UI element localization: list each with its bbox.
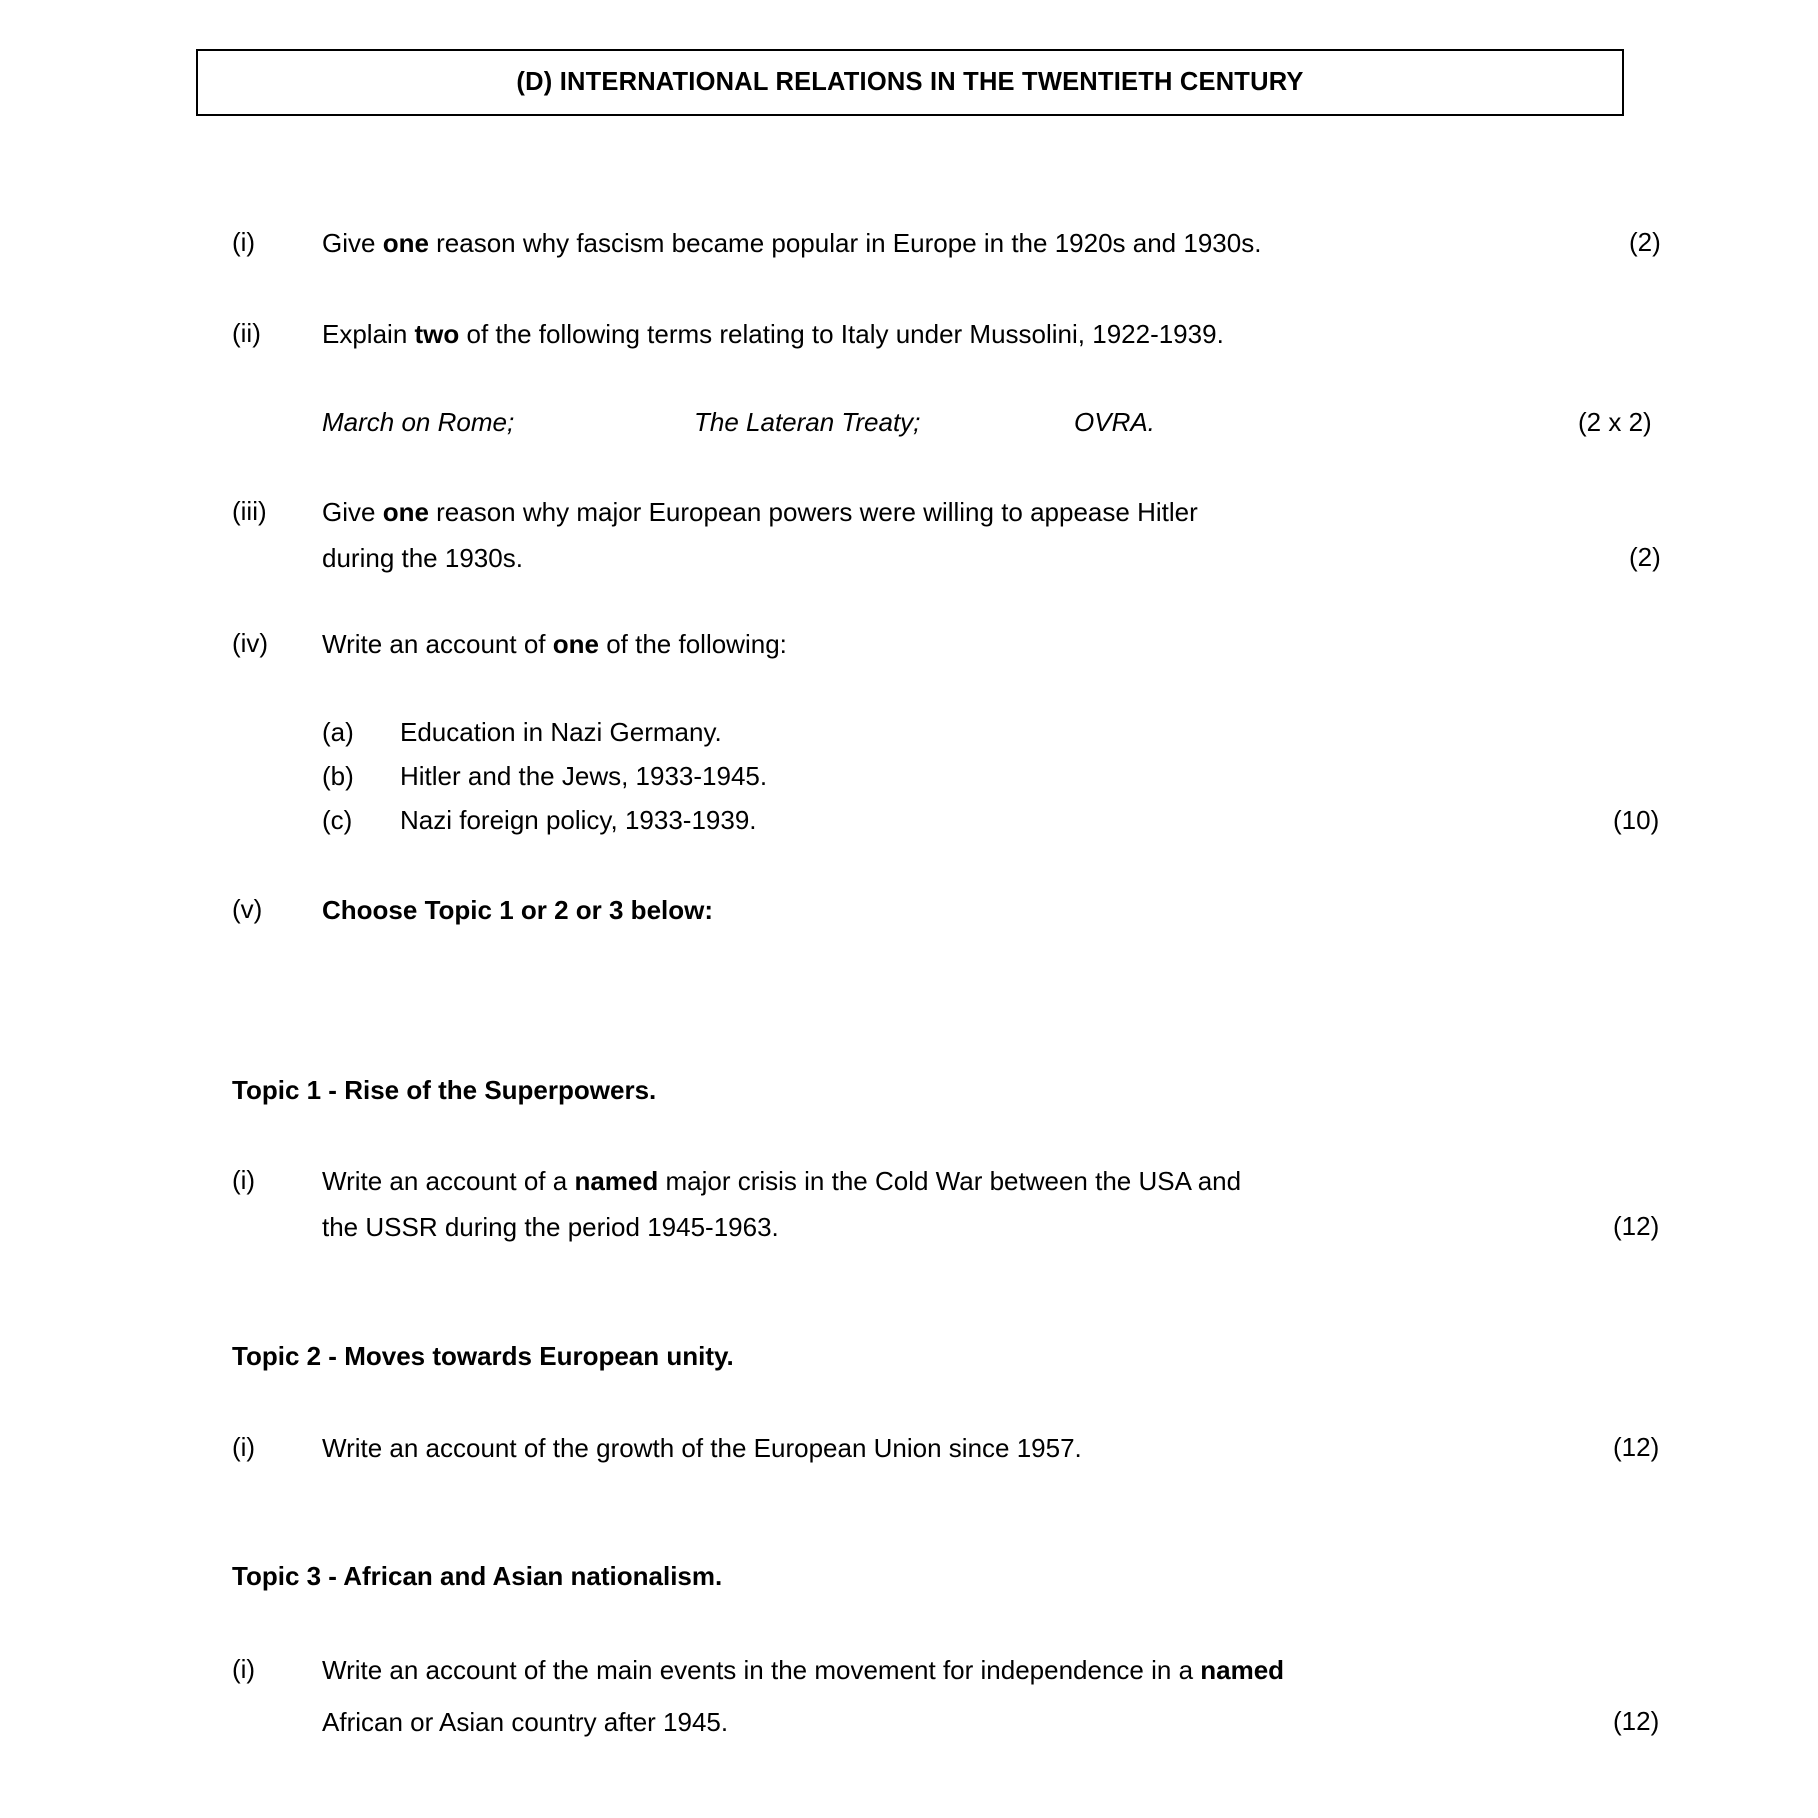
topic-3-question-number: (i) <box>232 1654 256 1684</box>
question-iv-number: (iv) <box>232 628 269 658</box>
topic-1-emphasis: named <box>574 1166 659 1196</box>
question-v-number: (v) <box>232 894 263 924</box>
topic-1-text-post: major crisis in the Cold War between the USA and <box>658 1166 1242 1196</box>
question-iv-text-pre: Write an account of <box>322 629 553 659</box>
question-v-text: Choose Topic 1 or 2 or 3 below: <box>322 895 714 925</box>
question-i-text <box>322 224 1522 263</box>
question-ii-text-post: of the following terms relating to Italy under Mussolini, 1922-1939. <box>459 319 1224 349</box>
terms-row-marks: (2 x 2) <box>1578 407 1652 437</box>
topic-3-emphasis: named <box>1200 1655 1285 1685</box>
topic-3-question-line1 <box>322 1651 1572 1690</box>
question-iii-emphasis: one <box>382 497 429 527</box>
topic-1-question-line2: the USSR during the period 1945-1963. <box>322 1212 779 1242</box>
topic-3-text-pre: Write an account of the main events in the movement for independence in a <box>322 1655 1201 1685</box>
question-i-number: (i) <box>232 227 256 257</box>
topic-1-question-number: (i) <box>232 1165 256 1195</box>
question-iii-text-line1 <box>322 493 1522 532</box>
question-ii-text-pre: Explain <box>322 319 415 349</box>
question-iii-text-line2: during the 1930s. <box>322 543 523 573</box>
question-i-marks: (2) <box>1629 227 1661 257</box>
question-ii-text <box>322 315 1522 354</box>
option-c-text: Nazi foreign policy, 1933-1939. <box>400 805 757 835</box>
topic-2-heading: Topic 2 - Moves towards European unity. <box>232 1341 734 1371</box>
question-iv-text-post: of the following: <box>598 629 787 659</box>
section-heading-box <box>196 49 1624 116</box>
question-ii-emphasis: two <box>414 319 460 349</box>
question-iii-number: (iii) <box>232 496 267 526</box>
account-options-marks: (10) <box>1613 805 1660 835</box>
topic-1-heading: Topic 1 - Rise of the Superpowers. <box>232 1075 657 1105</box>
term-ovra: OVRA. <box>1074 407 1155 437</box>
option-b-text: Hitler and the Jews, 1933-1945. <box>400 761 768 791</box>
option-a-letter: (a) <box>322 717 354 747</box>
topic-3-marks: (12) <box>1613 1706 1660 1736</box>
topic-3-question-line2: African or Asian country after 1945. <box>322 1707 729 1737</box>
option-c-letter: (c) <box>322 805 353 835</box>
topic-2-marks: (12) <box>1613 1432 1660 1462</box>
topic-1-marks: (12) <box>1613 1211 1660 1241</box>
option-b-letter: (b) <box>322 761 354 791</box>
question-iv-emphasis: one <box>552 629 599 659</box>
question-i-emphasis: one <box>382 228 429 258</box>
question-iv-text <box>322 625 787 664</box>
question-iii-marks: (2) <box>1629 542 1661 572</box>
topic-1-question-line1 <box>322 1162 1522 1201</box>
option-a-text: Education in Nazi Germany. <box>400 717 722 747</box>
term-lateran-treaty: The Lateran Treaty; <box>694 407 921 437</box>
topic-2-text-pre: Write an account of the growth of the European Union since 1957. <box>322 1433 1082 1463</box>
topic-2-question-line1 <box>322 1429 1522 1468</box>
term-march-on-rome: March on Rome; <box>322 407 515 437</box>
topic-2-question-number: (i) <box>232 1432 256 1462</box>
question-iii-text-post: reason why major European powers were willing to appease Hitler <box>428 497 1198 527</box>
section-heading-text: (D) INTERNATIONAL RELATIONS IN THE TWENTIETH CENTURY <box>516 68 1304 96</box>
question-iii-text-pre: Give <box>322 497 383 527</box>
question-i-text-post: reason why fascism became popular in Europe in the 1920s and 1930s. <box>428 228 1262 258</box>
question-i-text-pre: Give <box>322 228 383 258</box>
topic-3-heading: Topic 3 - African and Asian nationalism. <box>232 1561 723 1591</box>
topic-1-text-pre: Write an account of a <box>322 1166 575 1196</box>
question-ii-number: (ii) <box>232 318 261 348</box>
